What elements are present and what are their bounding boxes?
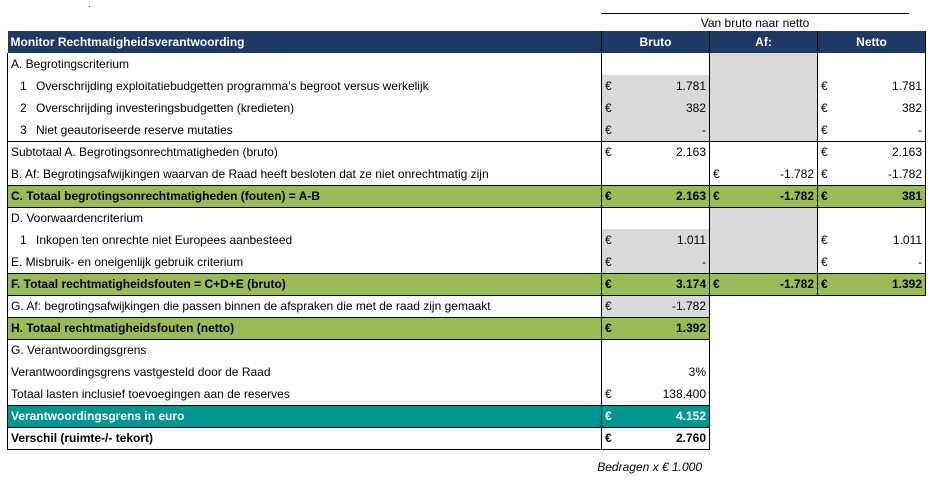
bruto-value: - [624, 119, 710, 141]
table-row [8, 53, 926, 75]
row-label: E. Misbruik- en oneigenlijk gebruik criterium [8, 251, 602, 273]
amounts-note: Bedragen x € 1.000 [597, 460, 702, 474]
row-label: A. Begrotingscriterium [8, 53, 602, 75]
table-row: Subtotaal A. Begrotingsonrechtmatigheden (bruto) € 2.163 € 2.163 [8, 141, 926, 163]
stray-dot: . [88, 0, 91, 10]
table-row [8, 361, 926, 383]
row-label: F. Totaal rechtmatigheidsfouten = C+D+E (bruto) [8, 273, 602, 295]
table-row: 1 Overschrijding exploitatiebudgetten programma’s begroot versus werkelijk € 1.781 € 1.781 [8, 75, 926, 97]
netto-value: 382 [840, 97, 926, 119]
row-label: Subtotaal A. Begrotingsonrechtmatigheden (bruto) [8, 141, 602, 163]
af-value: -1.782 [732, 185, 818, 207]
bruto-value: 382 [624, 97, 710, 119]
table-row: 3 Niet geautoriseerde reserve mutaties € - € - [8, 119, 926, 141]
bruto-value: 2.163 [624, 185, 710, 207]
table-row-total: Verantwoordingsgrens in euro € 4.152 [8, 405, 926, 427]
column-netto: Netto [818, 31, 926, 53]
table-row-total: H. Totaal rechtmatigheidsfouten (netto) € 1.392 [8, 317, 926, 339]
af-value: -1.782 [779, 166, 814, 181]
bruto-value: 2.163 [624, 141, 710, 163]
table-header-row [8, 31, 926, 53]
table-row [8, 339, 926, 361]
table-title: Monitor Rechtmatigheidsverantwoording [8, 31, 602, 53]
row-label: Overschrijding investeringsbudgetten (kredieten) [36, 101, 295, 115]
netto-value: 1.392 [840, 273, 926, 295]
column-group-header: Van bruto naar netto [601, 13, 909, 32]
row-number: 1 [20, 233, 27, 247]
row-number: 1 [20, 79, 27, 93]
bruto-value: 3% [624, 361, 710, 383]
bruto-value: 1.781 [624, 75, 710, 97]
row-label: C. Totaal begrotingsonrechtmatigheden (fouten) = A-B [8, 185, 602, 207]
bruto-value: 2.760 [624, 427, 710, 449]
row-label: Verschil (ruimte-/- tekort) [8, 427, 602, 449]
netto-value: - [840, 251, 926, 273]
table-row: Totaal lasten inclusief toevoegingen aan de reserves € 138.400 [8, 383, 926, 405]
monitor-table [7, 31, 926, 450]
table-row: G. Af: begrotingsafwijkingen die passen binnen de afspraken die met de raad zijn gemaakt € -1.782 [8, 295, 926, 317]
row-label: Inkopen ten onrechte niet Europees aanbesteed [36, 233, 293, 247]
row-label: Verantwoordingsgrens vastgesteld door de Raad [8, 361, 602, 383]
table-row: 2 Overschrijding investeringsbudgetten (kredieten) € 382 € 382 [8, 97, 926, 119]
row-label: D. Voorwaardencriterium [8, 207, 602, 229]
af-value: -1.782 [732, 273, 818, 295]
bruto-value: 1.392 [624, 317, 710, 339]
table-row-total: C. Totaal begrotingsonrechtmatigheden (fouten) = A-B € 2.163 € -1.782 € 381 [8, 185, 926, 207]
column-af: Af: [710, 31, 818, 53]
table-row-total: Verschil (ruimte-/- tekort) € 2.760 [8, 427, 926, 449]
netto-value: 381 [840, 185, 926, 207]
netto-value: 1.011 [840, 229, 926, 251]
column-bruto: Bruto [602, 31, 710, 53]
table-row [8, 207, 926, 229]
table-row: B. Af: Begrotingsafwijkingen waarvan de Raad heeft besloten dat ze niet onrechtmatig zijn € -1.782 € -1.782 [8, 163, 926, 185]
table-row: 1 Inkopen ten onrechte niet Europees aanbesteed € 1.011 € 1.011 [8, 229, 926, 251]
row-label: Verantwoordingsgrens in euro [8, 405, 602, 427]
bruto-value: 138.400 [624, 383, 710, 405]
row-label: H. Totaal rechtmatigheidsfouten (netto) [8, 317, 602, 339]
netto-value: - [840, 119, 926, 141]
table-row: E. Misbruik- en oneigenlijk gebruik criterium € - € - [8, 251, 926, 273]
bruto-value: - [624, 251, 710, 273]
row-number: 3 [20, 122, 27, 137]
row-number: 2 [20, 101, 27, 115]
row-label: Totaal lasten inclusief toevoegingen aan de reserves [8, 383, 602, 405]
bruto-value: 3.174 [624, 273, 710, 295]
netto-value: -1.782 [840, 163, 926, 185]
bruto-value: 1.011 [624, 229, 710, 251]
netto-value: 2.163 [840, 141, 926, 163]
bruto-value: -1.782 [624, 295, 710, 317]
netto-value: 1.781 [840, 75, 926, 97]
table-row-total: F. Totaal rechtmatigheidsfouten = C+D+E (bruto) € 3.174 € -1.782 € 1.392 [8, 273, 926, 295]
row-label: Niet geautoriseerde reserve mutaties [36, 122, 233, 137]
row-label: Overschrijding exploitatiebudgetten programma’s begroot versus werkelijk [36, 79, 429, 93]
row-label: G. Verantwoordingsgrens [8, 339, 602, 361]
bruto-value: 4.152 [624, 405, 710, 427]
row-label: B. Af: Begrotingsafwijkingen waarvan de Raad heeft besloten dat ze niet onrechtmatig zijn [8, 163, 602, 185]
row-label: G. Af: begrotingsafwijkingen die passen binnen de afspraken die met de raad zijn gemaakt [8, 295, 602, 317]
